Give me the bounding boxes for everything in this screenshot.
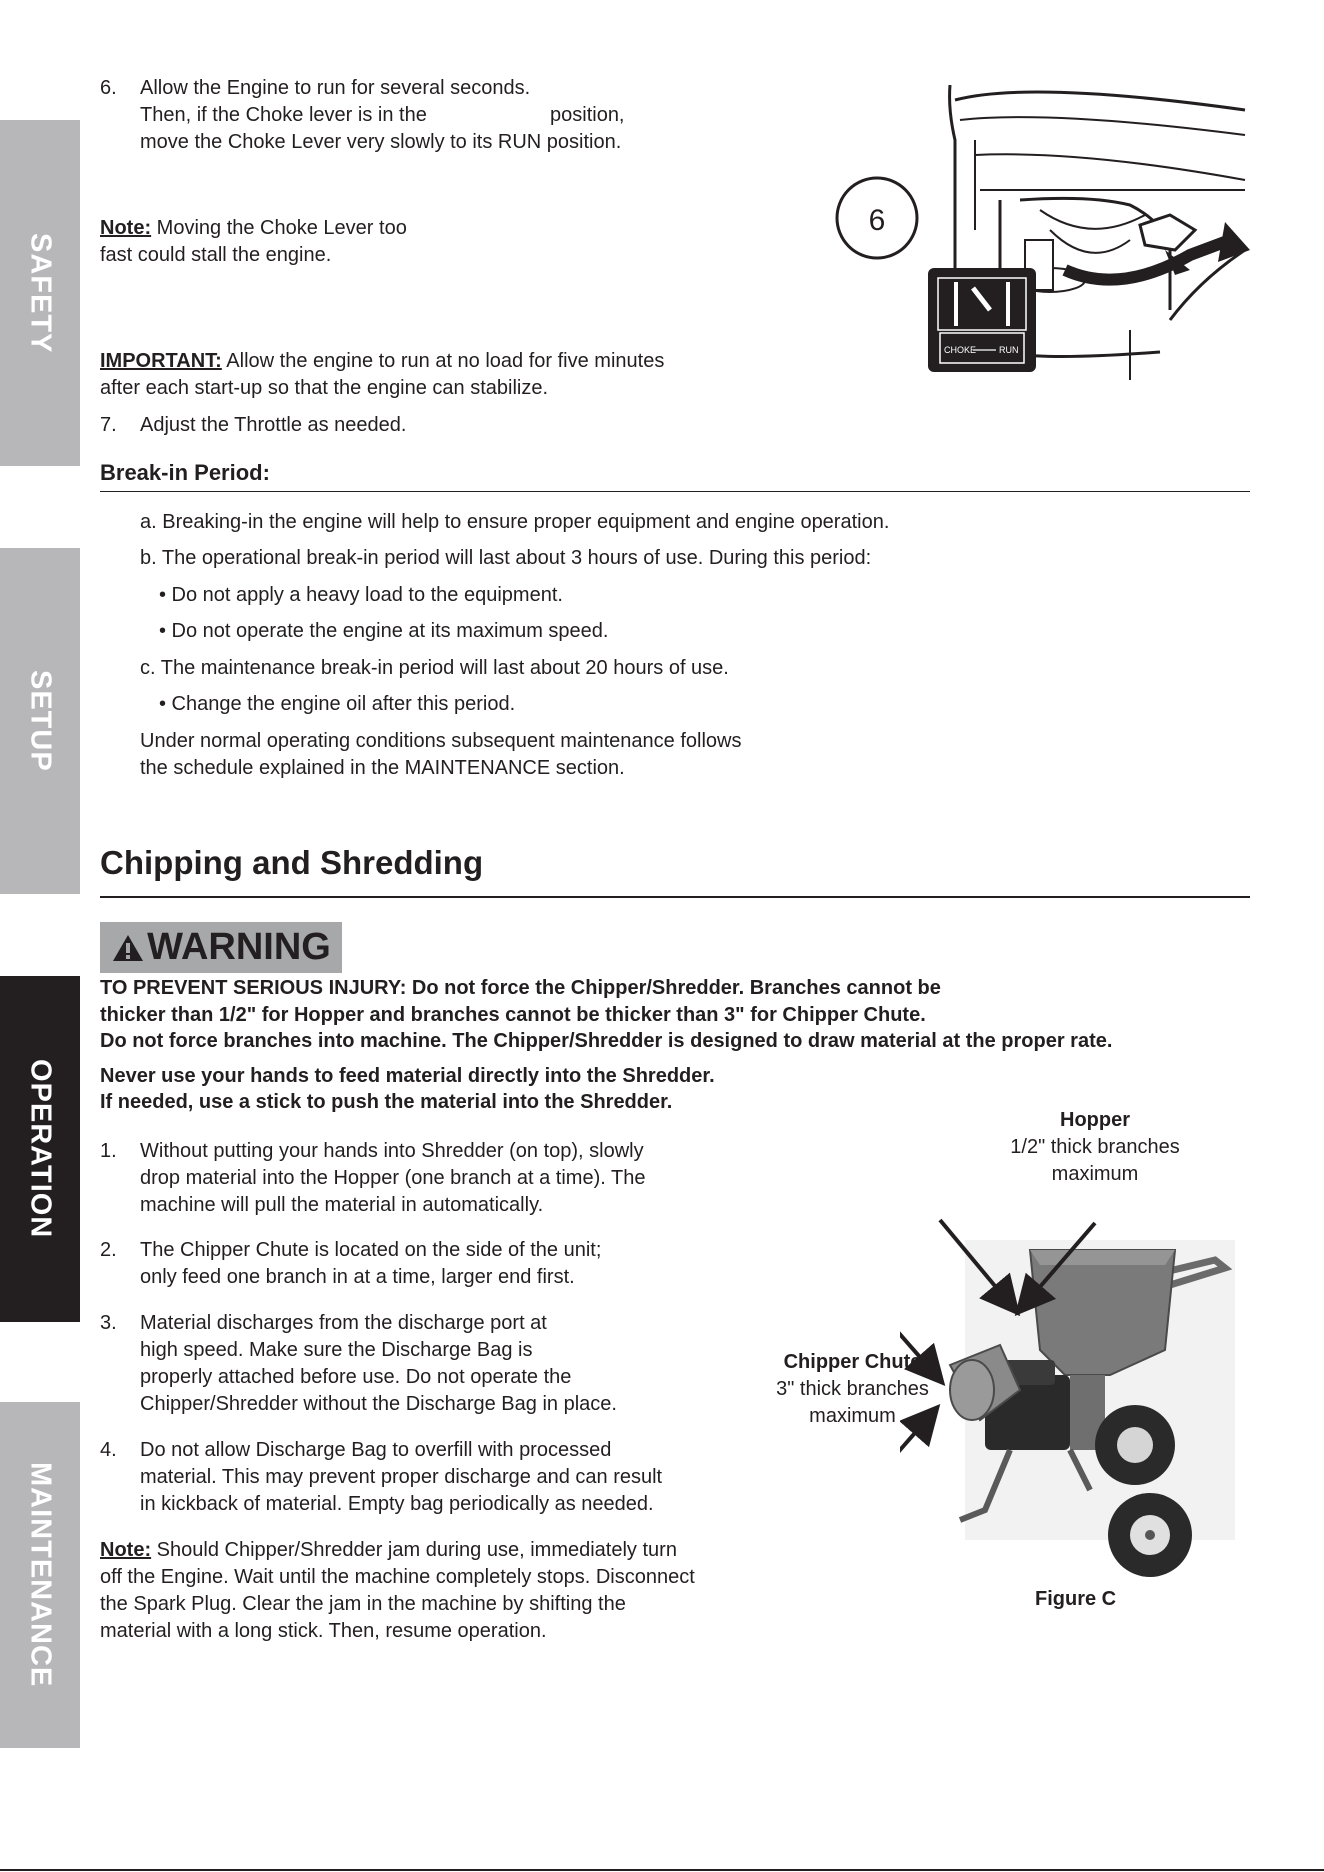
breakin-p1: Under normal operating conditions subsequent maintenance follows xyxy=(140,730,742,752)
item-line: machine will pull the material in automatically. xyxy=(140,1194,544,1216)
note-choke xyxy=(100,215,407,269)
warning-line2: thicker than 1/2" for Hopper and branches cannot be thicker than 3" for Chipper Chute. xyxy=(100,1003,926,1026)
important-line2: after each start-up so that the engine can stabilize. xyxy=(100,377,549,399)
warning-line1: TO PREVENT SERIOUS INJURY: Do not force the Chipper/Shredder. Branches cannot be xyxy=(100,977,941,999)
item-line: Without putting your hands into Shredder (on top), slowly xyxy=(140,1140,644,1162)
chipping-item-3 xyxy=(100,1310,780,1418)
choke-callout-number: 6 xyxy=(868,204,886,237)
note-line: material with a long stick. Then, resume operation. xyxy=(100,1620,547,1642)
breakin-c: c. The maintenance break-in period will last about 20 hours of use. xyxy=(140,657,729,679)
step-7-text: Adjust the Throttle as needed. xyxy=(140,414,407,436)
chipper-shredder-figure xyxy=(900,1160,1240,1580)
side-tab-label: OPERATION xyxy=(24,1059,57,1239)
important-line1: Allow the engine to run at no load for five minutes xyxy=(221,350,665,372)
item-line: properly attached before use. Do not operate the xyxy=(140,1366,572,1388)
step-6-line3: move the Choke Lever very slowly to its RUN position. xyxy=(140,131,622,153)
item-number: 3. xyxy=(100,1312,117,1334)
choke-plate-choke: CHOKE xyxy=(944,345,977,355)
note-line2: fast could stall the engine. xyxy=(100,244,332,266)
breakin-b1: • Do not apply a heavy load to the equipment. xyxy=(159,584,563,606)
breakin-heading: Break-in Period: xyxy=(100,460,270,485)
warning-label: WARNING xyxy=(147,926,331,968)
side-tab-label: SETUP xyxy=(24,670,57,772)
step-6-line2a: Then, if the Choke lever is in the xyxy=(140,104,427,126)
item-line: Chipper/Shredder without the Discharge Bag in place. xyxy=(140,1393,617,1415)
important-note xyxy=(100,348,664,402)
chute-title: Chipper Chute xyxy=(783,1351,922,1373)
side-tab-setup[interactable] xyxy=(0,548,80,894)
note-line: off the Engine. Wait until the machine completely stops. Disconnect xyxy=(100,1566,695,1588)
item-line: drop material into the Hopper (one branch at a time). The xyxy=(140,1167,646,1189)
chipping-item-2 xyxy=(100,1237,780,1291)
item-line: high speed. Make sure the Discharge Bag is xyxy=(140,1339,533,1361)
step-6-body xyxy=(140,75,760,156)
side-tab-safety[interactable] xyxy=(0,120,80,466)
warning-text xyxy=(100,975,1260,1116)
breakin-c1: • Change the engine oil after this period. xyxy=(159,693,516,715)
note-line1: Moving the Choke Lever too xyxy=(151,217,407,239)
warning-banner xyxy=(100,922,342,973)
item-number: 4. xyxy=(100,1439,117,1461)
hopper-title: Hopper xyxy=(1060,1109,1130,1131)
step-6-line2 xyxy=(140,102,760,129)
item-line: in kickback of material. Empty bag periodically as needed. xyxy=(140,1493,654,1515)
warning-line5: If needed, use a stick to push the material into the Shredder. xyxy=(100,1091,673,1113)
item-number: 2. xyxy=(100,1239,117,1261)
hopper-line2: maximum xyxy=(1051,1163,1139,1185)
step-6-line1: Allow the Engine to run for several seconds. xyxy=(140,77,531,99)
side-tab-maintenance[interactable] xyxy=(0,1402,80,1748)
item-line: The Chipper Chute is located on the side of the unit; xyxy=(140,1239,602,1261)
note-line: the Spark Plug. Clear the jam in the machine by shifting the xyxy=(100,1593,626,1615)
item-line: Do not allow Discharge Bag to overfill with processed xyxy=(140,1439,612,1461)
side-tab-operation[interactable] xyxy=(0,976,80,1322)
hopper-line1: 1/2" thick branches xyxy=(1010,1136,1180,1158)
choke-plate-run: RUN xyxy=(999,345,1019,355)
side-tab-label: SAFETY xyxy=(24,232,57,354)
warning-triangle-icon xyxy=(111,933,145,963)
footer-rule xyxy=(0,1869,1324,1871)
breakin-list xyxy=(140,509,1140,782)
jam-note xyxy=(100,1537,800,1645)
item-number: 1. xyxy=(100,1140,117,1162)
note-label: Note: xyxy=(100,217,152,239)
chipping-item-4 xyxy=(100,1437,780,1518)
step-7 xyxy=(100,412,117,439)
item-line: Material discharges from the discharge port at xyxy=(140,1312,547,1334)
step-6 xyxy=(100,75,117,102)
section-rule xyxy=(100,896,1250,898)
important-label: IMPORTANT: xyxy=(100,350,222,372)
warning-line4: Never use your hands to feed material directly into the Shredder. xyxy=(100,1064,715,1087)
note-line: Should Chipper/Shredder jam during use, immediately turn xyxy=(151,1539,677,1561)
breakin-b2: • Do not operate the engine at its maximum speed. xyxy=(159,620,609,642)
step-number: 7. xyxy=(100,414,117,436)
item-line: only feed one branch in at a time, larger end first. xyxy=(140,1266,575,1288)
chute-line2: maximum xyxy=(809,1405,896,1427)
figure-c-caption: Figure C xyxy=(1035,1588,1117,1610)
step-number: 6. xyxy=(100,77,117,99)
warning-line3: Do not force branches into machine. The Chipper/Shredder is designed to draw material at the proper rate. xyxy=(100,1030,1113,1052)
chipping-item-1 xyxy=(100,1138,780,1219)
breakin-a: a. Breaking-in the engine will help to ensure proper equipment and engine operation. xyxy=(140,511,890,533)
section-title: Chipping and Shredding xyxy=(100,844,484,881)
breakin-b: b. The operational break-in period will last about 3 hours of use. During this period: xyxy=(140,547,872,569)
note-label: Note: xyxy=(100,1539,152,1561)
choke-lever-figure xyxy=(830,80,1250,380)
breakin-rule xyxy=(100,491,1250,492)
breakin-p2: the schedule explained in the MAINTENANCE section. xyxy=(140,757,625,779)
step-6-line2b: position, xyxy=(550,104,625,126)
chute-line1: 3" thick branches xyxy=(776,1378,929,1400)
side-tab-label: MAINTENANCE xyxy=(24,1462,57,1688)
item-line: material. This may prevent proper discharge and can result xyxy=(140,1466,663,1488)
